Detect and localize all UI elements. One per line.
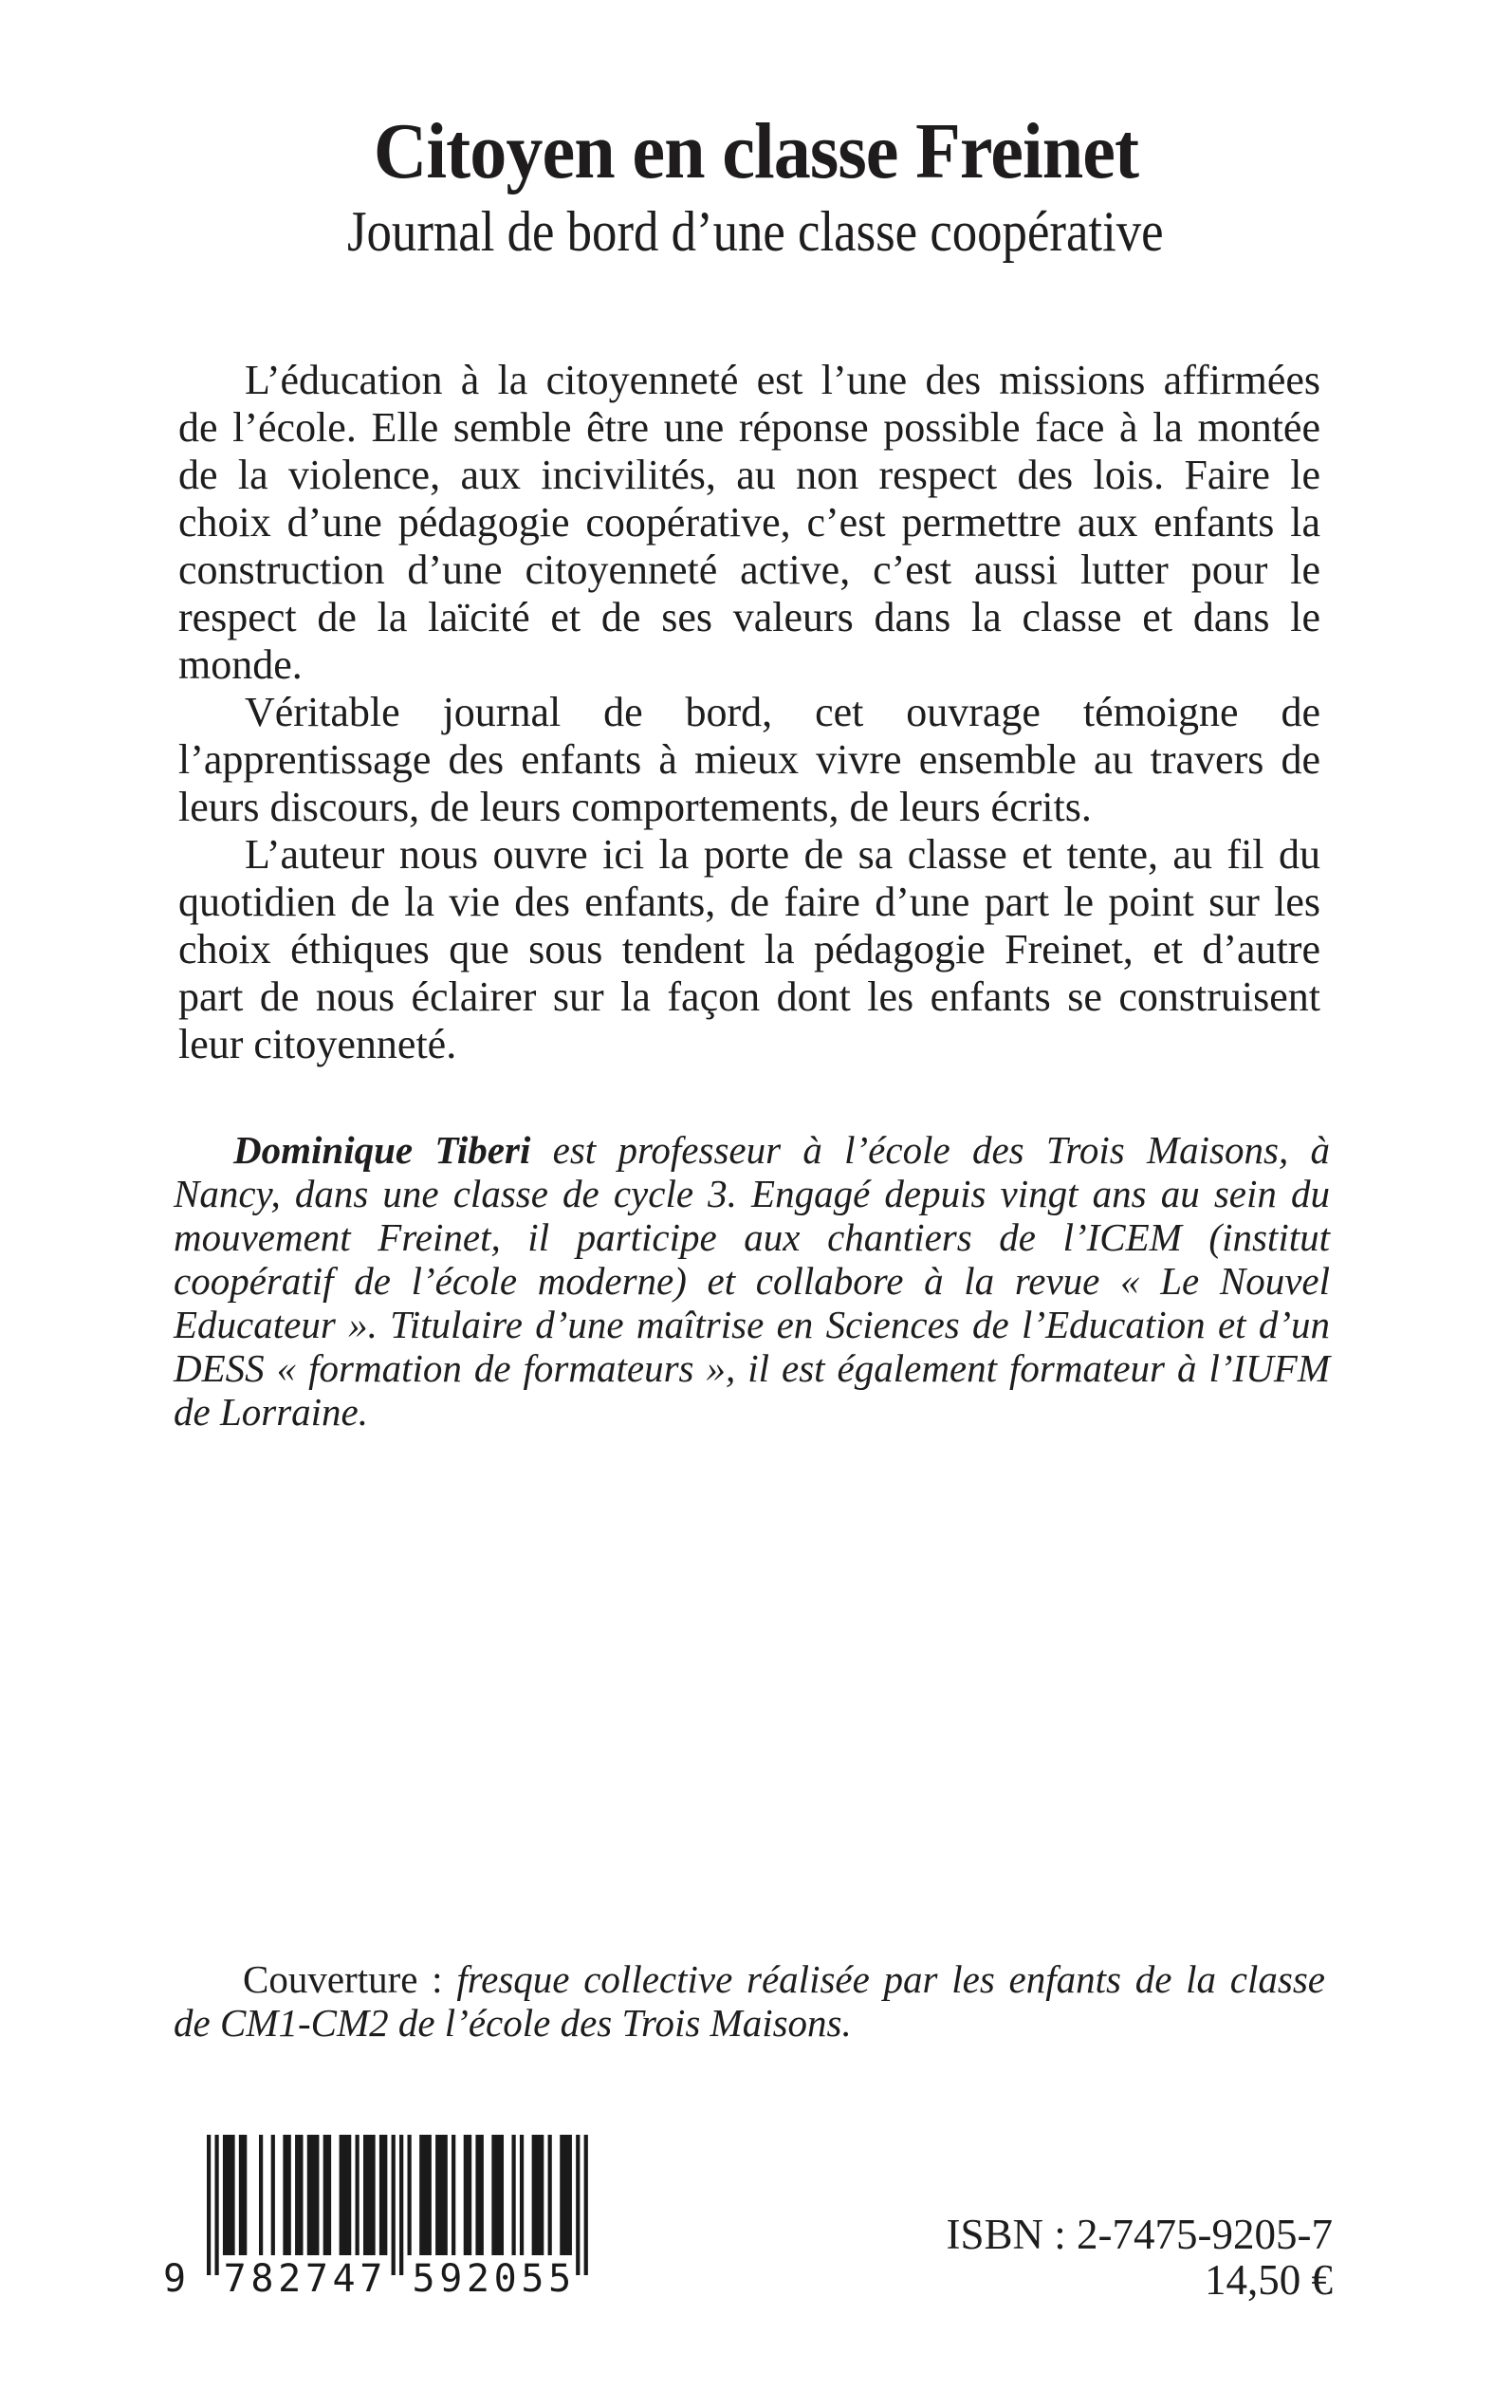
barcode-bar bbox=[283, 2135, 290, 2255]
price: 14,50 € bbox=[1205, 2256, 1333, 2304]
cover-credit-label: Couverture : bbox=[243, 1957, 457, 2001]
barcode-bar bbox=[520, 2135, 524, 2255]
barcode-bar bbox=[464, 2135, 471, 2255]
barcode-bar bbox=[576, 2135, 580, 2275]
bio-line: de Lorraine. bbox=[174, 1390, 368, 1434]
barcode-bar bbox=[584, 2135, 588, 2275]
barcode-bar bbox=[392, 2135, 396, 2275]
barcode-bar bbox=[408, 2135, 412, 2255]
author-name: Dominique Tiberi bbox=[233, 1128, 531, 1172]
blurb-line: de l’école. Elle semble être une réponse possible face à la montée bbox=[178, 404, 1320, 451]
barcode-bar bbox=[307, 2135, 320, 2255]
cover-credit-line bbox=[174, 2001, 1325, 2045]
barcode-bar bbox=[560, 2135, 572, 2255]
bio-line: mouvement Freinet, il participe aux chantiers de l’ICEM (institut bbox=[174, 1215, 1330, 1259]
barcode-bar bbox=[548, 2135, 552, 2255]
blurb-line: choix éthiques que sous tendent la pédagogie Freinet, et d’autre bbox=[178, 926, 1320, 972]
bio-line: coopératif de l’école moderne) et collabore à la revue « Le Nouvel bbox=[174, 1259, 1330, 1303]
cover-credit-line bbox=[243, 1957, 1325, 2001]
bio-line bbox=[233, 1128, 1330, 1172]
barcode-bar bbox=[340, 2135, 352, 2255]
barcode-bar bbox=[491, 2135, 504, 2255]
barcode-bar bbox=[379, 2135, 387, 2255]
blurb-line: L’éducation à la citoyenneté est l’une des missions affirmées bbox=[245, 357, 1320, 403]
blurb-line: respect de la laïcité et de ses valeurs dans la classe et dans le bbox=[178, 594, 1320, 640]
blurb-line: construction d’une citoyenneté active, c’est aussi lutter pour le bbox=[178, 546, 1320, 593]
barcode-bar bbox=[214, 2135, 218, 2275]
blurb-line: leurs discours, de leurs comportements, de leurs écrits. bbox=[178, 784, 1092, 830]
barcode-bar bbox=[223, 2135, 235, 2255]
ean13-barcode bbox=[152, 2130, 607, 2310]
barcode-bar bbox=[271, 2135, 275, 2255]
bio-line: Educateur ». Titulaire d’une maîtrise en Sciences de l’Education et d’un bbox=[174, 1303, 1330, 1346]
barcode-bar bbox=[363, 2135, 376, 2255]
isbn: ISBN : 2-7475-9205-7 bbox=[946, 2211, 1333, 2258]
bio-line: DESS « formation de formateurs », il est également formateur à l’IUFM bbox=[174, 1346, 1330, 1390]
barcode-digits: 782747 bbox=[223, 2257, 383, 2301]
book-title: Citoyen en classe Freinet bbox=[373, 107, 1139, 195]
barcode-digits: 592055 bbox=[412, 2257, 572, 2301]
blurb-line: L’auteur nous ouvre ici la porte de sa classe et tente, au fil du bbox=[245, 831, 1320, 878]
cover-credit-text: fresque collective réalisée par les enfants de la classe bbox=[456, 1957, 1325, 2001]
barcode-bar bbox=[532, 2135, 544, 2255]
barcode-bar bbox=[259, 2135, 263, 2255]
blurb-line: part de nous éclairer sur la façon dont les enfants se construisent bbox=[178, 973, 1320, 1020]
blurb-line: l’apprentissage des enfants à mieux vivre ensemble au travers de bbox=[178, 736, 1320, 783]
barcode-bar bbox=[475, 2135, 483, 2255]
blurb-line: de la violence, aux incivilités, au non respect des lois. Faire le bbox=[178, 452, 1320, 498]
barcode-bar bbox=[356, 2135, 360, 2255]
barcode-bar bbox=[207, 2135, 211, 2275]
barcode-digits: 9 bbox=[162, 2257, 187, 2301]
barcode-bar bbox=[295, 2135, 303, 2255]
book-subtitle: Journal de bord d’une classe coopérative bbox=[346, 200, 1164, 263]
barcode-bar bbox=[323, 2135, 331, 2255]
blurb-line: choix d’une pédagogie coopérative, c’est permettre aux enfants la bbox=[178, 499, 1320, 546]
barcode-bar bbox=[452, 2135, 455, 2255]
blurb-line: quotidien de la vie des enfants, de faire d’une part le point sur les bbox=[178, 879, 1320, 925]
barcode-bar bbox=[511, 2135, 515, 2255]
blurb-line: monde. bbox=[178, 641, 303, 688]
cover-credit-text: de CM1-CM2 de l’école des Trois Maisons. bbox=[174, 2001, 852, 2045]
barcode-bar bbox=[239, 2135, 247, 2255]
blurb-line: leur citoyenneté. bbox=[178, 1021, 457, 1067]
blurb-line: Véritable journal de bord, cet ouvrage témoigne de bbox=[245, 689, 1320, 735]
bio-first-line: est professeur à l’école des Trois Maisons, à bbox=[552, 1128, 1331, 1172]
bio-line: Nancy, dans une classe de cycle 3. Engagé depuis vingt ans au sein du bbox=[174, 1172, 1330, 1215]
barcode-bar bbox=[435, 2135, 448, 2255]
barcode-bar bbox=[419, 2135, 432, 2255]
barcode-bar bbox=[399, 2135, 403, 2275]
